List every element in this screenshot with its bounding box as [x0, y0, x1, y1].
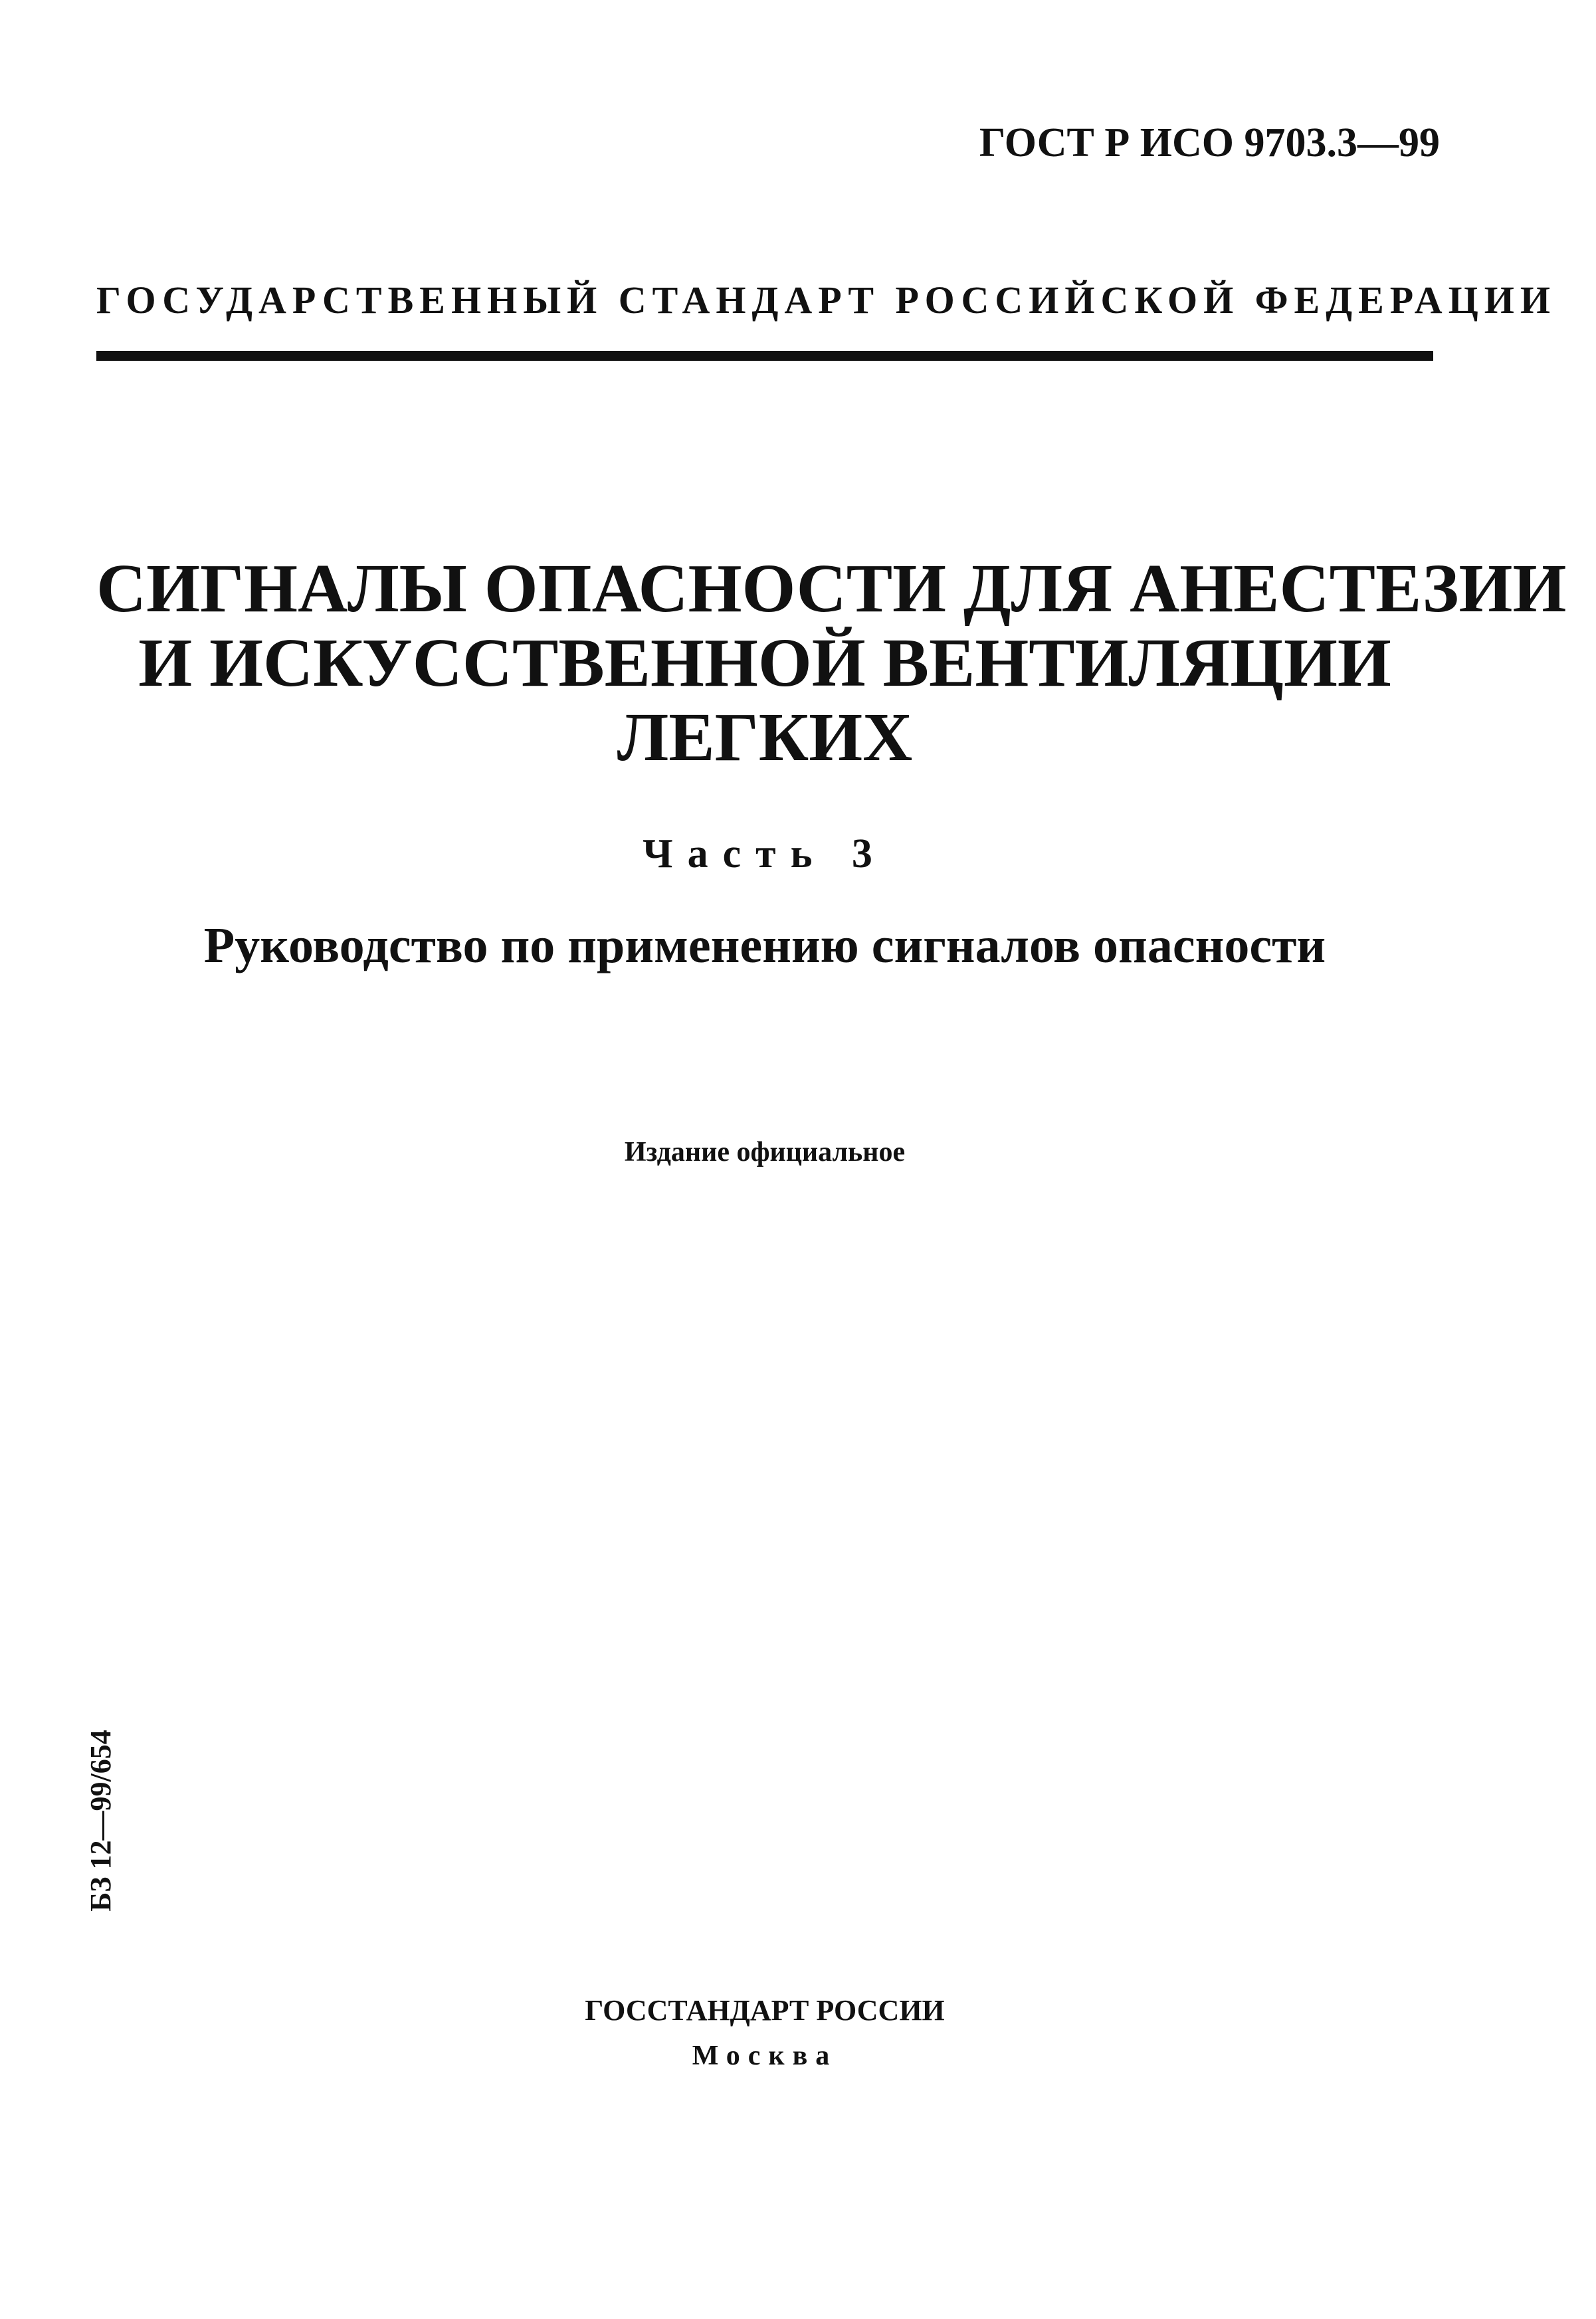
title-line-2: И ИСКУССТВЕННОЙ ВЕНТИЛЯЦИИ — [138, 625, 1391, 701]
standard-designation: ГОСТ Р ИСО 9703.3—99 — [979, 120, 1440, 165]
title-line-1: СИГНАЛЫ ОПАСНОСТИ ДЛЯ АНЕСТЕЗИИ — [96, 550, 1567, 627]
state-standard-heading: ГОСУДАРСТВЕННЫЙ СТАНДАРТ РОССИЙСКОЙ ФЕДЕРАЦИИ — [96, 278, 1557, 322]
publisher-name: ГОССТАНДАРТ РОССИИ — [585, 1994, 945, 2027]
document-title — [96, 550, 1567, 775]
edition-note: Издание официальное — [624, 1137, 906, 1167]
part-number: Часть 3 — [643, 831, 887, 876]
title-line-3: ЛЕГКИХ — [617, 699, 913, 775]
header-divider — [96, 351, 1433, 361]
publisher-city: Москва — [692, 2041, 838, 2071]
document-subtitle: Руководство по применению сигналов опасности — [203, 918, 1326, 973]
side-catalog-code: БЗ 12—99/654 — [84, 1730, 117, 1912]
